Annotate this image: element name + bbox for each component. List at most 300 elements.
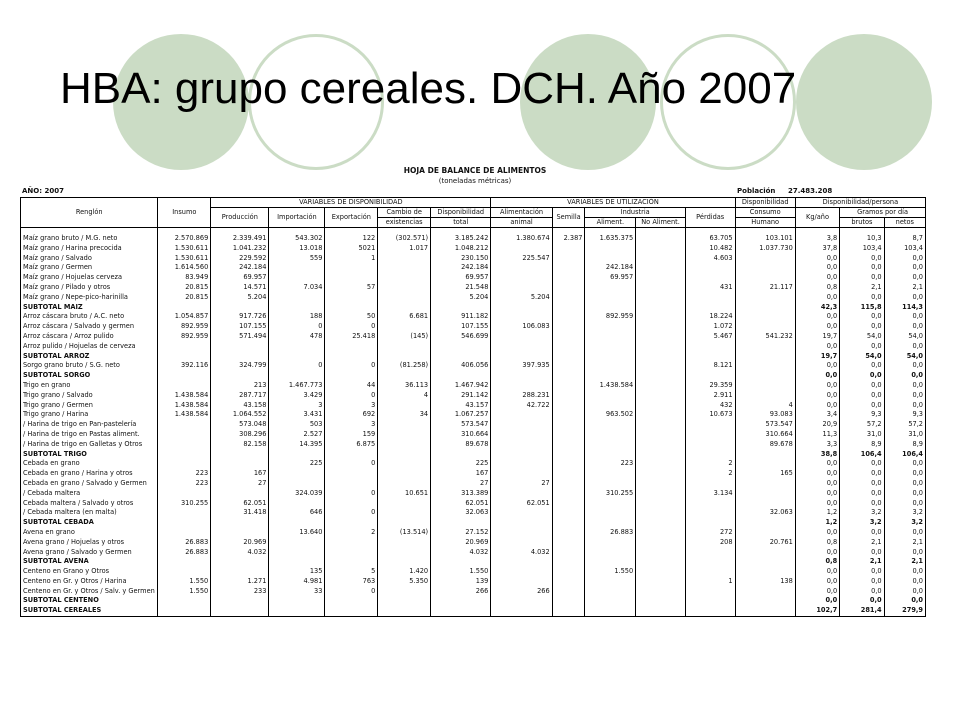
table-cell: 0 <box>325 361 378 371</box>
table-cell <box>211 596 269 606</box>
table-cell: 0,0 <box>795 342 839 352</box>
table-cell: 0,8 <box>795 557 839 567</box>
table-cell: 0,0 <box>795 469 839 479</box>
table-cell: 2,1 <box>884 538 925 548</box>
table-cell: 38,8 <box>795 450 839 460</box>
table-cell <box>269 469 325 479</box>
table-cell <box>735 352 795 362</box>
table-cell: 223 <box>158 469 211 479</box>
table-cell: 0 <box>325 587 378 597</box>
table-cell <box>158 518 211 528</box>
table-cell: 57,2 <box>840 420 884 430</box>
table-cell: 0,0 <box>840 469 884 479</box>
table-cell: 19,7 <box>795 332 839 342</box>
row-label-cell: SUBTOTAL SORGO <box>21 371 158 381</box>
table-cell: 3,2 <box>840 518 884 528</box>
table-cell <box>685 548 735 558</box>
table-cell <box>636 342 686 352</box>
table-cell <box>552 303 585 313</box>
table-cell: 31,0 <box>884 430 925 440</box>
table-cell <box>636 450 686 460</box>
table-cell: 0,0 <box>840 459 884 469</box>
table-cell <box>636 263 686 273</box>
table-cell <box>211 352 269 362</box>
table-cell <box>585 283 636 293</box>
table-cell: 0,0 <box>795 479 839 489</box>
table-cell <box>735 596 795 606</box>
table-cell: 21.117 <box>735 283 795 293</box>
table-cell: 4.032 <box>491 548 552 558</box>
col-header-semilla: Semilla <box>552 208 585 228</box>
table-cell <box>735 518 795 528</box>
table-cell <box>378 352 431 362</box>
table-cell: 0,0 <box>795 381 839 391</box>
table-cell <box>378 518 431 528</box>
table-cell <box>735 391 795 401</box>
table-cell: 0,0 <box>795 577 839 587</box>
table-cell: 0 <box>325 459 378 469</box>
table-cell: 1.054.857 <box>158 312 211 322</box>
table-cell: 8,9 <box>884 440 925 450</box>
table-cell: 0 <box>325 508 378 518</box>
table-cell <box>552 508 585 518</box>
table-cell: 18.224 <box>685 312 735 322</box>
col-header-brutos: brutos <box>840 218 884 228</box>
table-cell <box>269 606 325 616</box>
table-cell <box>378 587 431 597</box>
table-cell: 107.155 <box>431 322 491 332</box>
table-cell <box>735 263 795 273</box>
table-cell <box>735 254 795 264</box>
table-cell: 229.592 <box>211 254 269 264</box>
table-cell <box>325 606 378 616</box>
table-cell <box>636 596 686 606</box>
col-header-total: total <box>431 218 491 228</box>
table-cell: 0,0 <box>884 391 925 401</box>
table-cell <box>158 528 211 538</box>
table-cell: 0,0 <box>884 293 925 303</box>
table-cell: 27 <box>211 479 269 489</box>
table-cell: 0,8 <box>795 538 839 548</box>
table-cell <box>269 293 325 303</box>
table-cell: 138 <box>735 577 795 587</box>
table-cell: 167 <box>211 469 269 479</box>
table-cell <box>325 371 378 381</box>
table-cell: 2,1 <box>884 283 925 293</box>
table-cell <box>685 567 735 577</box>
table-cell <box>636 254 686 264</box>
table-cell: 1 <box>325 254 378 264</box>
table-cell <box>378 254 431 264</box>
table-cell: 288.231 <box>491 391 552 401</box>
table-row <box>21 459 926 469</box>
table-cell <box>431 518 491 528</box>
table-cell <box>269 499 325 509</box>
table-cell <box>378 401 431 411</box>
table-cell <box>552 244 585 254</box>
table-cell: 43.157 <box>431 401 491 411</box>
table-cell <box>269 538 325 548</box>
table-cell: 3 <box>325 401 378 411</box>
table-cell: 44 <box>325 381 378 391</box>
table-cell <box>552 312 585 322</box>
table-cell <box>636 244 686 254</box>
table-cell: 310.664 <box>735 430 795 440</box>
table-cell <box>585 479 636 489</box>
table-cell: 4 <box>735 401 795 411</box>
table-cell: 69.957 <box>585 273 636 283</box>
table-cell <box>685 606 735 616</box>
table-cell: 2.339.491 <box>211 234 269 244</box>
table-cell: 397.935 <box>491 361 552 371</box>
table-cell <box>585 430 636 440</box>
table-cell <box>585 508 636 518</box>
table-cell <box>552 371 585 381</box>
table-cell: 1.017 <box>378 244 431 254</box>
table-cell: 1.550 <box>585 567 636 577</box>
table-cell <box>636 234 686 244</box>
table-cell <box>378 557 431 567</box>
table-cell: 0,0 <box>840 322 884 332</box>
table-cell <box>269 303 325 313</box>
decor-circle <box>796 34 932 170</box>
table-cell: 0,0 <box>795 528 839 538</box>
col-header-importacion: Importación <box>269 208 325 228</box>
table-cell <box>636 401 686 411</box>
table-cell: 0,0 <box>884 381 925 391</box>
table-cell: 1.467.942 <box>431 381 491 391</box>
table-cell: 115,8 <box>840 303 884 313</box>
table-cell: 310.664 <box>431 430 491 440</box>
table-cell <box>685 303 735 313</box>
table-cell: 20.969 <box>211 538 269 548</box>
table-cell <box>211 342 269 352</box>
table-cell: 5021 <box>325 244 378 254</box>
table-cell <box>269 273 325 283</box>
table-cell <box>491 332 552 342</box>
table-cell: 3,2 <box>884 518 925 528</box>
table-cell <box>685 440 735 450</box>
table-cell: 4.981 <box>269 577 325 587</box>
table-cell: 0,0 <box>795 587 839 597</box>
table-cell <box>585 538 636 548</box>
group-header-disponibilidad-col: Disponibilidad <box>735 198 795 208</box>
table-cell: 107.155 <box>211 322 269 332</box>
table-cell: 0,0 <box>840 361 884 371</box>
table-cell <box>158 371 211 381</box>
table-cell <box>636 489 686 499</box>
table-cell: 3,2 <box>884 508 925 518</box>
table-cell <box>585 322 636 332</box>
table-cell: 0,0 <box>840 391 884 401</box>
table-cell <box>552 538 585 548</box>
table-cell: 0,8 <box>795 283 839 293</box>
table-cell <box>378 283 431 293</box>
table-row <box>21 283 926 293</box>
table-cell <box>552 273 585 283</box>
table-row <box>21 567 926 577</box>
row-label-cell: Maíz grano / Salvado <box>21 254 158 264</box>
table-cell: 0,0 <box>884 548 925 558</box>
table-cell <box>585 577 636 587</box>
table-cell: 646 <box>269 508 325 518</box>
table-cell <box>158 489 211 499</box>
table-cell: 8.121 <box>685 361 735 371</box>
table-cell: 233 <box>211 587 269 597</box>
table-cell: 106.083 <box>491 322 552 332</box>
table-cell: 406.056 <box>431 361 491 371</box>
table-cell: 3.431 <box>269 410 325 420</box>
table-cell: 2 <box>685 459 735 469</box>
table-cell: 0,0 <box>840 587 884 597</box>
table-cell: 242.184 <box>585 263 636 273</box>
table-cell: 62.051 <box>211 499 269 509</box>
table-cell <box>585 518 636 528</box>
subtotal-row <box>21 557 926 567</box>
table-cell <box>378 273 431 283</box>
table-cell: 8,9 <box>840 440 884 450</box>
table-cell: 546.699 <box>431 332 491 342</box>
table-cell: 26.883 <box>158 548 211 558</box>
table-cell: 917.726 <box>211 312 269 322</box>
table-cell <box>735 528 795 538</box>
table-cell: 82.158 <box>211 440 269 450</box>
table-cell: 3.429 <box>269 391 325 401</box>
table-cell: 21.548 <box>431 283 491 293</box>
table-cell: 106,4 <box>884 450 925 460</box>
table-cell: 1.635.375 <box>585 234 636 244</box>
table-cell <box>158 430 211 440</box>
table-cell <box>158 557 211 567</box>
table-row <box>21 420 926 430</box>
table-cell: 1.467.773 <box>269 381 325 391</box>
table-cell <box>685 479 735 489</box>
table-cell: 1.067.257 <box>431 410 491 420</box>
table-cell <box>378 538 431 548</box>
table-cell <box>491 420 552 430</box>
population-label: Población <box>737 187 776 195</box>
table-cell: 242.184 <box>211 263 269 273</box>
table-cell: 0,0 <box>884 489 925 499</box>
subtotal-row <box>21 518 926 528</box>
table-cell <box>378 303 431 313</box>
row-label-cell: SUBTOTAL ARROZ <box>21 352 158 362</box>
table-cell <box>552 352 585 362</box>
slide-title: HBA: grupo cereales. DCH. Año 2007 <box>60 64 797 113</box>
table-cell <box>735 606 795 616</box>
table-cell <box>585 587 636 597</box>
table-cell <box>685 499 735 509</box>
table-row <box>21 528 926 538</box>
row-label-cell: Maíz grano / Pilado y otros <box>21 283 158 293</box>
table-cell: 0,0 <box>840 371 884 381</box>
table-cell <box>378 371 431 381</box>
table-cell <box>636 352 686 362</box>
table-cell <box>636 322 686 332</box>
table-cell <box>211 518 269 528</box>
table-cell <box>735 557 795 567</box>
table-cell <box>636 371 686 381</box>
table-cell <box>552 479 585 489</box>
table-cell: 26.883 <box>585 528 636 538</box>
table-cell <box>491 381 552 391</box>
table-cell: 14.571 <box>211 283 269 293</box>
table-cell <box>552 606 585 616</box>
table-cell <box>585 361 636 371</box>
table-cell <box>585 450 636 460</box>
table-cell: 165 <box>735 469 795 479</box>
table-cell: 0,0 <box>795 499 839 509</box>
table-cell <box>491 489 552 499</box>
table-cell <box>636 557 686 567</box>
table-cell <box>636 381 686 391</box>
table-cell: 0,0 <box>840 567 884 577</box>
table-cell: 0,0 <box>840 499 884 509</box>
table-cell: 6.875 <box>325 440 378 450</box>
table-cell <box>211 459 269 469</box>
table-cell <box>491 352 552 362</box>
col-header-existencias: existencias <box>378 218 431 228</box>
table-cell: 324.799 <box>211 361 269 371</box>
table-cell <box>552 293 585 303</box>
table-cell <box>552 401 585 411</box>
table-cell <box>552 410 585 420</box>
table-cell: 208 <box>685 538 735 548</box>
table-cell <box>491 518 552 528</box>
table-cell <box>325 479 378 489</box>
row-label-cell: SUBTOTAL CEREALES <box>21 606 158 616</box>
table-cell: 0,0 <box>840 312 884 322</box>
table-cell: 2.527 <box>269 430 325 440</box>
table-cell <box>552 548 585 558</box>
row-label-cell: Maíz grano / Nepe-pico-harinilla <box>21 293 158 303</box>
table-cell: 1.550 <box>158 587 211 597</box>
table-cell <box>491 440 552 450</box>
table-cell <box>491 469 552 479</box>
row-label-cell: Avena en grano <box>21 528 158 538</box>
table-cell: 69.957 <box>431 273 491 283</box>
table-cell: 1.550 <box>431 567 491 577</box>
table-cell: 11,3 <box>795 430 839 440</box>
table-cell: 57 <box>325 283 378 293</box>
table-cell <box>552 283 585 293</box>
col-header-humano: Humano <box>735 218 795 228</box>
table-cell: 20,9 <box>795 420 839 430</box>
table-cell: 63.705 <box>685 234 735 244</box>
table-cell: 25.418 <box>325 332 378 342</box>
table-cell <box>685 342 735 352</box>
document-heading: HOJA DE BALANCE DE ALIMENTOS <box>403 166 547 175</box>
table-cell <box>491 577 552 587</box>
row-label-cell: Arroz cáscara bruto / A.C. neto <box>21 312 158 322</box>
row-label-cell: Cebada maltera / Salvado y otros <box>21 499 158 509</box>
table-cell <box>552 342 585 352</box>
table-cell: 2.387 <box>552 234 585 244</box>
table-cell <box>735 479 795 489</box>
table-cell: 54,0 <box>884 352 925 362</box>
table-cell: 4 <box>378 391 431 401</box>
table-cell: 0,0 <box>884 273 925 283</box>
table-cell <box>158 352 211 362</box>
row-label-cell: Sorgo grano bruto / S.G. neto <box>21 361 158 371</box>
table-cell: 0 <box>325 322 378 332</box>
table-cell: 0,0 <box>884 263 925 273</box>
col-header-animal: animal <box>491 218 552 228</box>
table-cell: 0,0 <box>795 254 839 264</box>
group-header-persona: Disponibilidad/persona <box>795 198 925 208</box>
table-cell <box>491 303 552 313</box>
table-cell <box>585 596 636 606</box>
table-cell: 10.673 <box>685 410 735 420</box>
table-cell <box>552 361 585 371</box>
table-cell: 1.438.584 <box>158 401 211 411</box>
table-cell: 0,0 <box>884 577 925 587</box>
table-cell: 1.438.584 <box>585 381 636 391</box>
table-cell: 0,0 <box>884 312 925 322</box>
subtotal-row <box>21 606 926 616</box>
row-label-cell: Maíz grano / Germen <box>21 263 158 273</box>
table-cell: 0,0 <box>795 391 839 401</box>
table-cell <box>735 548 795 558</box>
table-cell: 559 <box>269 254 325 264</box>
table-cell: 0,0 <box>795 263 839 273</box>
table-row <box>21 430 926 440</box>
col-header-insumo: Insumo <box>158 198 211 228</box>
table-cell <box>269 518 325 528</box>
table-cell <box>158 508 211 518</box>
table-cell <box>491 606 552 616</box>
table-cell: 9,3 <box>884 410 925 420</box>
table-cell: 0,0 <box>840 489 884 499</box>
table-row <box>21 587 926 597</box>
subtotal-row <box>21 596 926 606</box>
table-cell <box>685 557 735 567</box>
table-cell <box>269 450 325 460</box>
table-cell: 291.142 <box>431 391 491 401</box>
table-cell: 3,8 <box>795 234 839 244</box>
table-cell <box>211 528 269 538</box>
table-cell <box>636 538 686 548</box>
table-row <box>21 322 926 332</box>
table-cell: 892.959 <box>158 322 211 332</box>
table-cell <box>685 430 735 440</box>
table-cell: 0,0 <box>795 596 839 606</box>
table-cell <box>685 352 735 362</box>
table-cell <box>636 499 686 509</box>
balance-table <box>20 197 926 617</box>
table-cell: 0,0 <box>840 528 884 538</box>
row-label-cell: / Cebada maltera (en malta) <box>21 508 158 518</box>
table-cell <box>158 596 211 606</box>
table-cell: 0,0 <box>884 254 925 264</box>
table-cell <box>735 312 795 322</box>
table-cell <box>685 587 735 597</box>
table-cell: 266 <box>491 587 552 597</box>
table-cell: 0,0 <box>840 548 884 558</box>
row-label-cell: Trigo en grano <box>21 381 158 391</box>
table-cell <box>378 322 431 332</box>
table-cell <box>636 430 686 440</box>
col-header-exportacion: Exportación <box>325 208 378 228</box>
table-cell <box>325 596 378 606</box>
table-cell <box>378 479 431 489</box>
table-cell: (302.571) <box>378 234 431 244</box>
table-cell <box>552 381 585 391</box>
table-cell: 313.389 <box>431 489 491 499</box>
table-cell <box>269 263 325 273</box>
table-cell <box>585 440 636 450</box>
table-cell <box>378 469 431 479</box>
